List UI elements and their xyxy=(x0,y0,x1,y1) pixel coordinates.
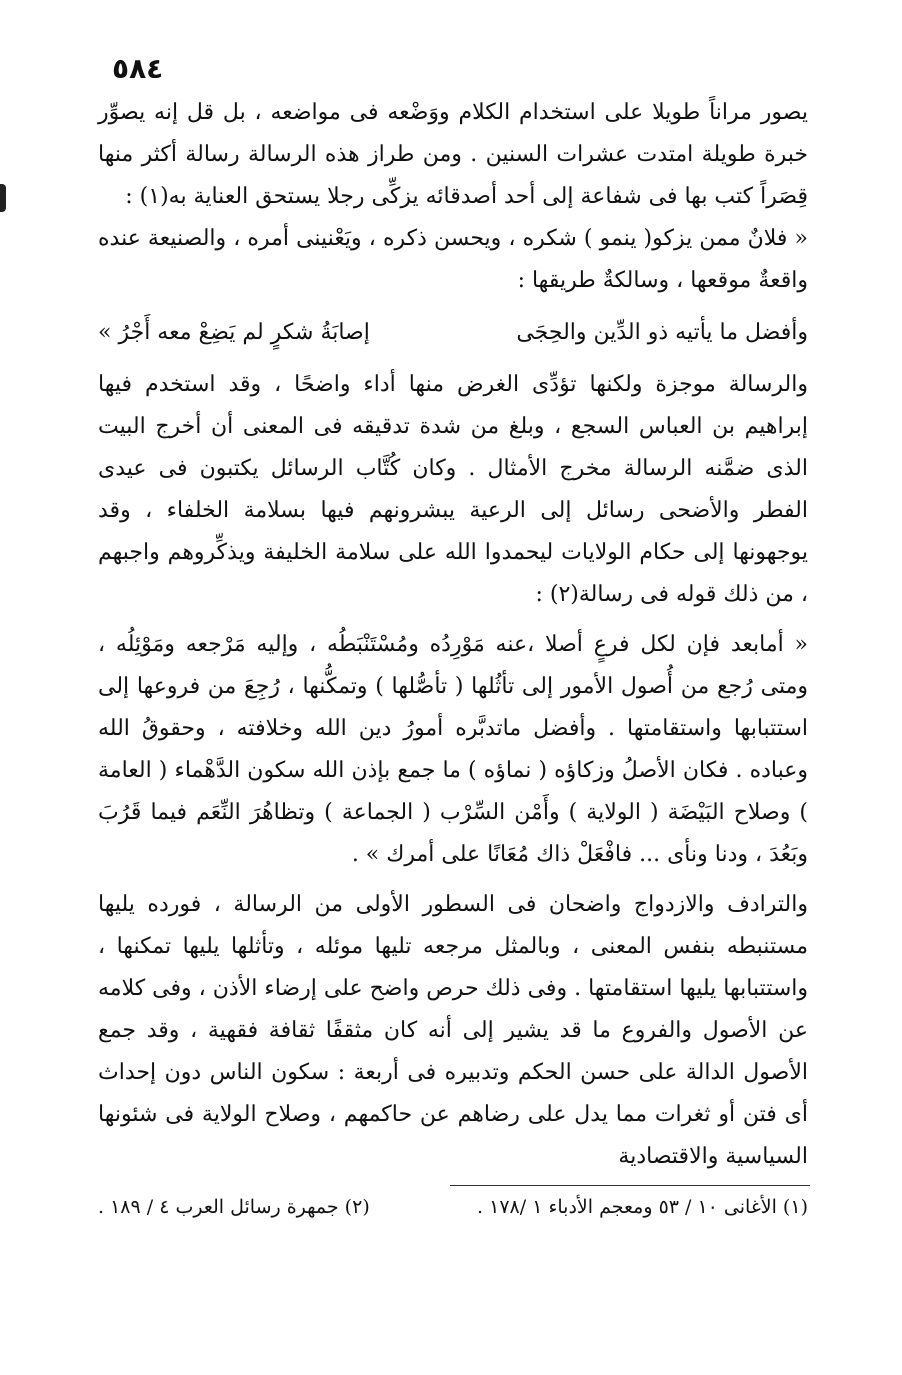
paragraph-1: يصور مراناً طويلا على استخدام الكلام ووَضْعه فى مواضعه ، بل قل إنه يصوِّر خبرة طويلة امتدت عشرات السنين . ومن طراز هذه الرسالة رسالة أكثر منها قِصَراً كتب بها فى شفاعة إلى أحد أصدقائه يزكِّى رجلا يستحق العناية به(١) : xyxy=(98,100,808,209)
footnote-1: (١) الأغانى ١٠ / ٥٣ ومعجم الأدباء ١ /١٧٨ . xyxy=(477,1196,808,1218)
verse-second-hemistich: إصابَةُ شكرٍ لم يَضِعْ معه أَجْرُ » xyxy=(98,320,370,345)
scan-edge-mark xyxy=(0,184,6,212)
main-text xyxy=(98,92,808,1178)
footnote-divider xyxy=(450,1185,810,1186)
quoted-letter-2: « أمابعد فإن لكل فرعٍ أصلا ،عنه مَوْرِدُه ومُسْتَنْبَطُه ، وإليه مَرْجعه ومَوْئِلُه ، ومتى رُجع من أُصول الأمور إلى تأثُلها ( تأصُّلها ) وتمكُّنها ، رُجِعَ من فروعها إلى استتبابها واستقامتها . وأفضل ماتدبَّره أمورُ دين الله وخلافته ، وحقوقُ الله وعباده . فكان الأصلُ وزكاؤه ( نماؤه ) ما جمع بإذن الله سكون الدَّهْماء ( العامة ) وصلاح البَيْضَة ( الولاية ) وأَمْن السِّرْب ( الجماعة ) وتظاهُرَ النِّعَم فيما قَرُبَ وبَعُدَ ، ودنا ونأى ... فافْعَلْ ذاك مُعَانًا على أمرك » . xyxy=(98,632,808,867)
paragraph-3: والترادف والازدواج واضحان فى السطور الأولى من الرسالة ، فورده يليها مستنبطه بنفس المعنى ، وبالمثل مرجعه تليها موئله ، وتأثلها يليها تمكنها ، واستتبابها يليها استقامتها . وفى ذلك حرص واضح على إرضاء الأذن ، وفى كلامه عن الأصول والفروع ما قد يشير إلى أنه كان مثقفًا ثقافة فقهية ، وقد جمع الأصول الدالة على حسن الحكم وتدبيره فى أربعة : سكون الناس دون إحداث أى فتن أو ثغرات مما يدل على رضاهم عن حاكمهم ، وصلاح الولاية فى شئونها السياسية والاقتصادية xyxy=(98,892,808,1169)
footnote-2: (٢) جمهرة رسائل العرب ٤ / ١٨٩ . xyxy=(98,1196,370,1218)
verse-line xyxy=(98,312,808,354)
footnotes xyxy=(98,1192,808,1222)
paragraph-2: والرسالة موجزة ولكنها تؤدِّى الغرض منها أداء واضحًا ، وقد استخدم فيها إبراهيم بن العباس السجع ، وبلغ من شدة تدقيقه فى المعنى أن أخرج البيت الذى ضمَّنه الرسالة مخرج الأمثال . وكان كُتَّاب الرسائل يكتبون فى عيدى الفطر والأضحى رسائل إلى الرعية يبشرونهم فيها بسلامة الخلفاء ، وقد يوجهونها إلى حكام الولايات ليحمدوا الله على سلامة الخليفة ويذكِّروهم واجبهم ، من ذلك قوله فى رسالة(٢) : xyxy=(98,372,808,607)
quoted-letter-1: « فلانٌ ممن يزكو( ينمو ) شكره ، ويحسن ذكره ، ويَعْنينى أمره ، والصنيعة عنده واقعةٌ موقعها ، وسالكةٌ طريقها : xyxy=(98,226,808,293)
page-number: ٥٨٤ xyxy=(112,52,164,85)
verse-first-hemistich: وأفضل ما يأتيه ذو الدِّين والحِجَى xyxy=(516,320,808,345)
